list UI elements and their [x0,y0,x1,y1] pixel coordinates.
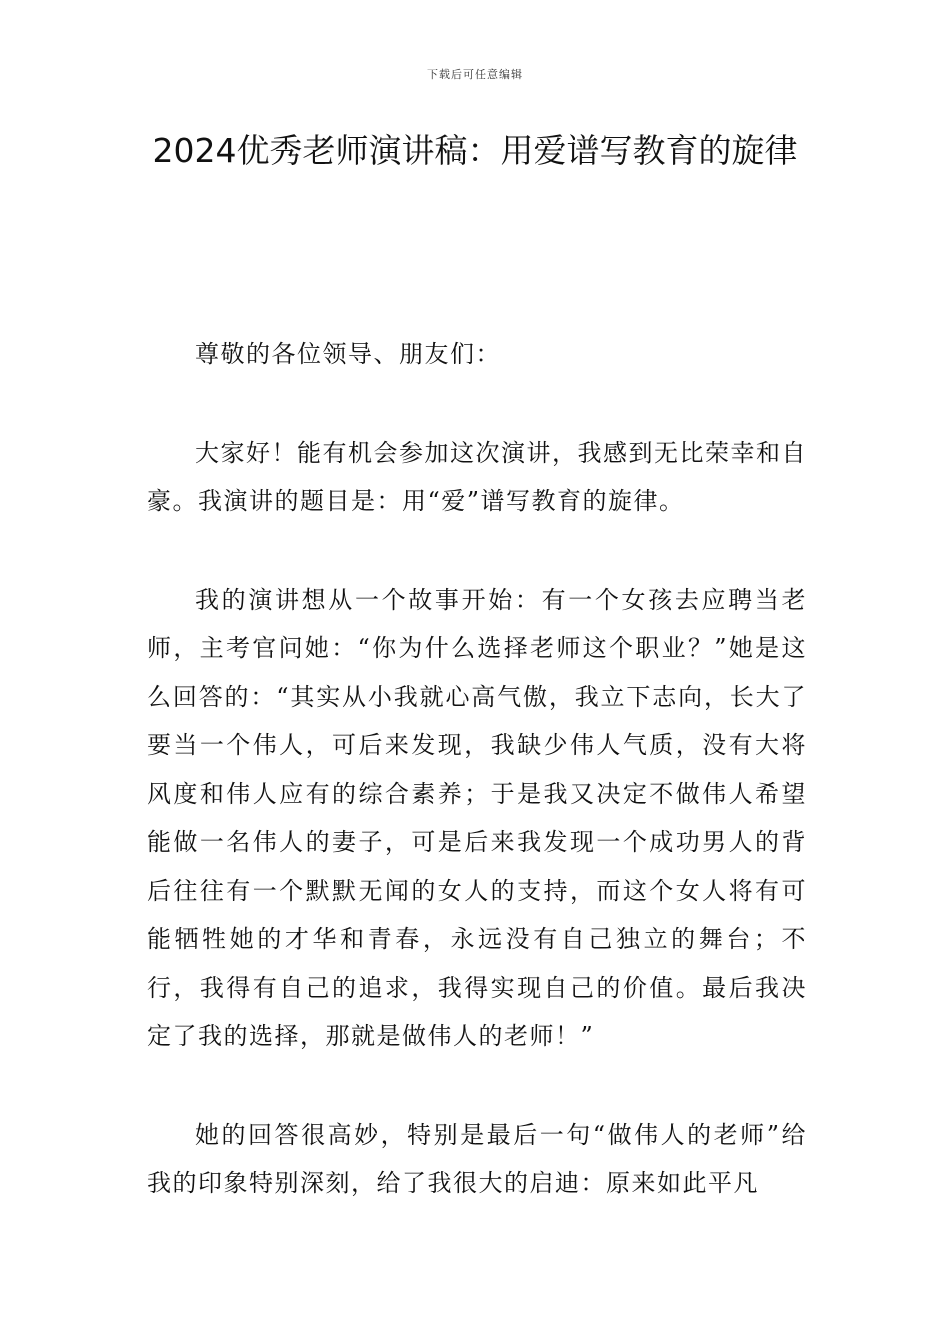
document-title: 2024优秀老师演讲稿：用爱谱写教育的旋律 [152,131,798,170]
paragraph-reflection: 她的回答很高妙，特别是最后一句“做伟人的老师”给我的印象特别深刻，给了我很大的启迪：原来如此平凡 [147,1120,807,1197]
paragraph-greeting: 大家好！能有机会参加这次演讲，我感到无比荣幸和自豪。我演讲的题目是：用“爱”谱写教育的旋律。 [147,438,807,515]
header-note: 下载后可任意编辑 [427,68,523,81]
paragraph-salutation: 尊敬的各位领导、朋友们： [195,340,501,368]
paragraph-story: 我的演讲想从一个故事开始：有一个女孩去应聘当老师，主考官问她：“你为什么选择老师这个职业？”她是这么回答的：“其实从小我就心高气傲，我立下志向，长大了要当一个伟人，可后来发现，我缺少伟人气质，没有大将风度和伟人应有的综合素养；于是我又决定不做伟人希望能做一名伟人的妻子，可是后来我发现一个成功男人的背后往往有一个默默无闻的女人的支持，而这个女人将有可能牺牲她的才华和青春，永远没有自己独立的舞台；不行，我得有自己的追求，我得实现自己的价值。最后我决定了我的选择，那就是做伟人的老师！” [147,585,807,1050]
document-body [147,330,807,1258]
